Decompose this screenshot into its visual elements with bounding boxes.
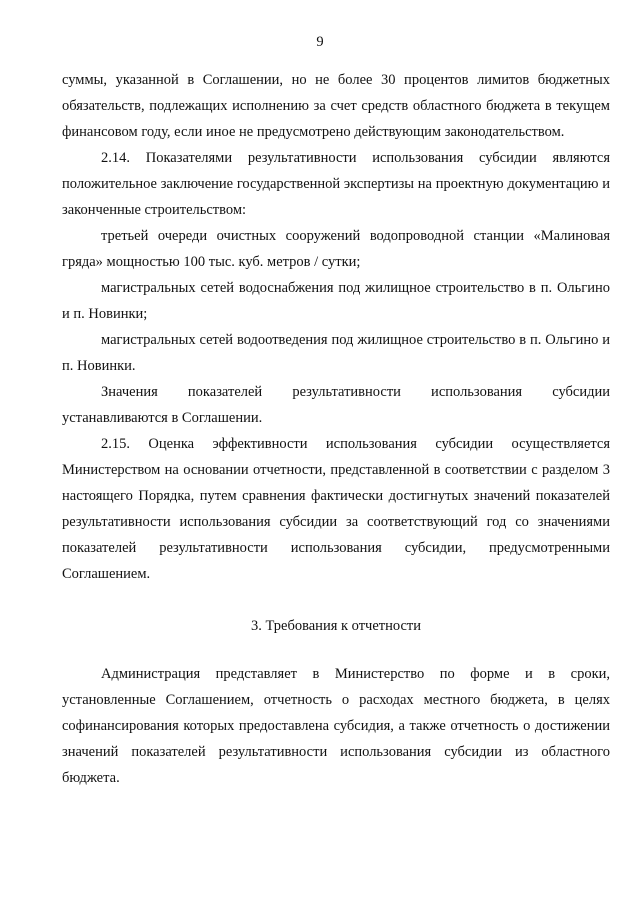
page-number: 9 bbox=[316, 34, 324, 50]
paragraph-continuation: суммы, указанной в Соглашении, но не более 30 процентов лимитов бюджетных обязательств, подлежащих исполнению за счет средств областного бюджета в текущем финансовом году, если иное не предусмотрено действующим законодательством. bbox=[62, 72, 610, 140]
paragraph-2-15: 2.15. Оценка эффективности использования субсидии осуществляется Министерством на основании отчетности, представленной в соответствии с разделом 3 настоящего Порядка, путем сравнения фактически достигнутых значений показателей результативности использования субсидии за соответствующий год со значениями показателей результативности использования субсидии, предусмотренными Соглашением. bbox=[62, 436, 610, 582]
paragraph-2-14: 2.14. Показателями результативности использования субсидии являются положительное заключение государственной экспертизы на проектную документацию и законченные строительством: bbox=[62, 150, 610, 218]
list-item-sewerage: магистральных сетей водоотведения под жилищное строительство в п. Ольгино и п. Новинки. bbox=[62, 332, 610, 374]
list-item-treatment-facility: третьей очереди очистных сооружений водопроводной станции «Малиновая гряда» мощностью 100 тыс. куб. метров / сутки; bbox=[62, 228, 610, 270]
paragraph-reporting: Администрация представляет в Министерство по форме и в сроки, установленные Соглашением, отчетность о расходах местного бюджета, в целях софинансирования которых предоставлена субсидия, а также отчетность о достижении значений показателей результативности использования субсидии из областного бюджета. bbox=[62, 666, 610, 786]
list-item-water-supply: магистральных сетей водоснабжения под жилищное строительство в п. Ольгино и п. Новинки; bbox=[62, 280, 610, 322]
section-heading: 3. Требования к отчетности bbox=[250, 618, 422, 634]
paragraph-indicator-values: Значения показателей результативности использования субсидии устанавливаются в Соглашении. bbox=[62, 384, 610, 426]
document-body bbox=[62, 67, 610, 791]
